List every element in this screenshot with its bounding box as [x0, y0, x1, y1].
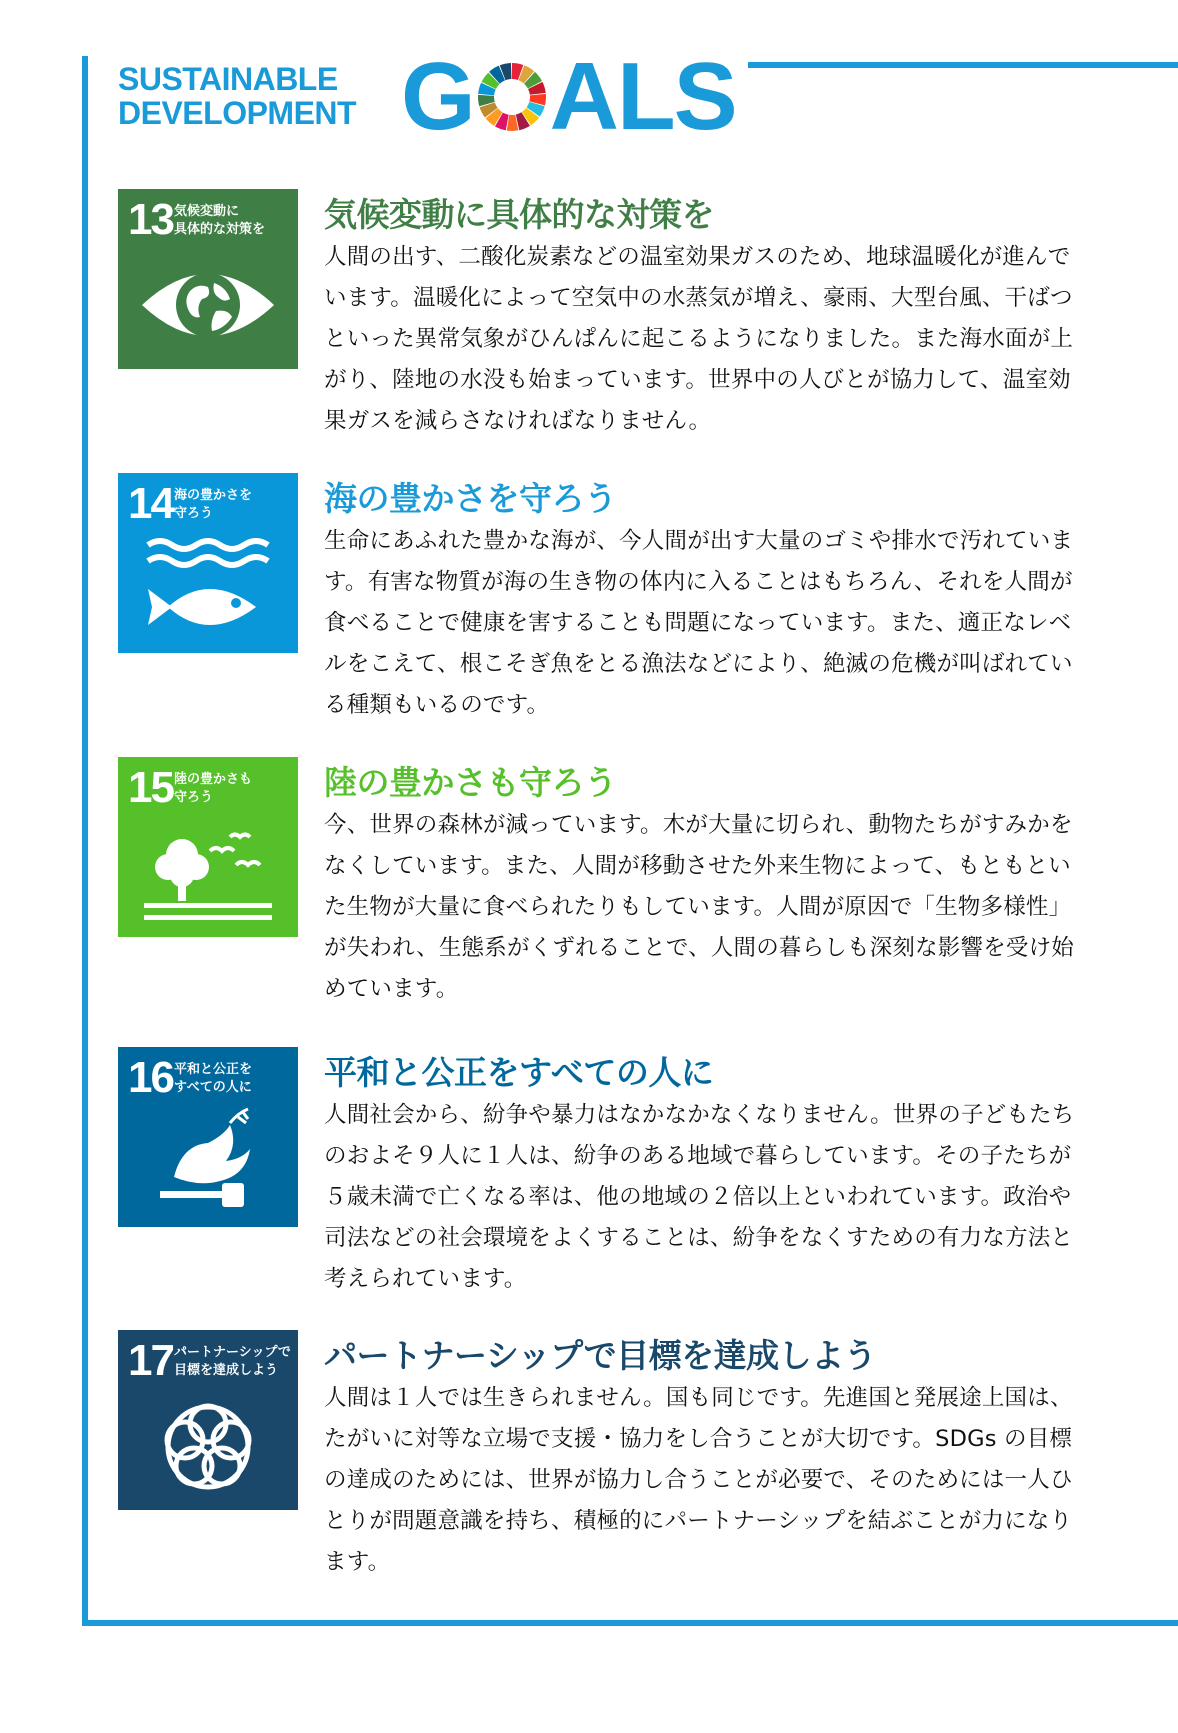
- goal-15-icon-tile: [118, 757, 298, 937]
- goal-14-icon-tile: [118, 473, 298, 653]
- goal-13-text: [324, 189, 1076, 442]
- goal-14-text: [324, 473, 1076, 726]
- goal-title: パートナーシップで目標を達成しよう: [324, 1336, 877, 1375]
- goal-number: 14: [128, 479, 173, 528]
- frame-top-border: [748, 62, 1178, 68]
- logo-goals: [401, 43, 736, 150]
- goal-number: 15: [128, 763, 173, 812]
- goal-number: 16: [128, 1053, 173, 1102]
- goal-title: 海の豊かさを守ろう: [324, 479, 617, 518]
- goal-icon-label: パートナーシップで 目標を達成しよう: [174, 1345, 291, 1378]
- goal-body: 人間社会から、紛争や暴力はなかなかなくなりません。世界の子どもたちのおよそ９人に１人は、紛争のある地域で暮らしています。その子たちが５歳未満で亡くなる率は、他の地域の２倍以上といわれています。政治や司法などの社会環境をよくすることは、紛争をなくすための有力な方法と考えられています。: [324, 1102, 1075, 1292]
- logo-line2: DEVELOPMENT: [118, 95, 357, 131]
- frame-left-border: [82, 56, 88, 1626]
- logo-g: G: [401, 43, 474, 150]
- eye-globe-icon: [138, 247, 278, 357]
- goal-body: 生命にあふれた豊かな海が、今人間が出す大量のゴミや排水で汚れています。有害な物質が海の生き物の体内に入ることはもちろん、それを人間が食べることで健康を害することも問題になっています。また、適正なレベルをこえて、根こそぎ魚をとる漁法などにより、絶滅の危機が叫ばれている種類もいるのです。: [324, 528, 1074, 718]
- goal-15-text: [324, 757, 1076, 1010]
- goal-title: 平和と公正をすべての人に: [324, 1053, 714, 1092]
- tree-birds-icon: [138, 815, 278, 925]
- sdg-wheel-icon: [476, 61, 548, 133]
- goal-number: 13: [128, 195, 173, 244]
- goal-number: 17: [128, 1336, 173, 1385]
- dove-gavel-icon: [138, 1105, 278, 1215]
- logo-als: ALS: [549, 43, 736, 150]
- goal-13-icon-tile: [118, 189, 298, 369]
- goal-title: 気候変動に具体的な対策を: [324, 195, 714, 234]
- logo-small-text: [118, 62, 356, 130]
- goal-icon-label: 海の豊かさを 守ろう: [174, 488, 253, 521]
- goal-body: 人間は１人では生きられません。国も同じです。先進国と発展途上国は、たがいに対等な立場で支援・協力をし合うことが大切です。SDGs の目標の達成のためには、世界が協力し合うことが必要で、そのためには一人ひとりが問題意識を持ち、積極的にパートナーシップを結ぶことが力になります。: [324, 1385, 1073, 1575]
- goal-body: 今、世界の森林が減っています。木が大量に切られ、動物たちがすみかをなくしています。また、人間が移動させた外来生物によって、もともといた生物が大量に食べられたりもしています。人間が原因で「生物多様性」が失われ、生態系がくずれることで、人間の暮らしも深刻な影響を受け始めています。: [324, 812, 1075, 1002]
- goal-icon-label: 気候変動に 具体的な対策を: [174, 204, 266, 237]
- goal-icon-label: 陸の豊かさも 守ろう: [174, 772, 253, 805]
- goal-title: 陸の豊かさも守ろう: [324, 763, 617, 802]
- goal-icon-label: 平和と公正を すべての人に: [174, 1062, 253, 1095]
- frame-bottom-border: [82, 1620, 1178, 1626]
- goal-16-text: [324, 1047, 1076, 1300]
- goal-body: 人間の出す、二酸化炭素などの温室効果ガスのため、地球温暖化が進んでいます。温暖化によって空気中の水蒸気が増え、豪雨、大型台風、干ばつといった異常気象がひんぱんに起こるようになりました。また海水面が上がり、陸地の水没も始まっています。世界中の人びとが協力して、温室効果ガスを減らさなければなりません。: [324, 244, 1074, 434]
- goal-17-text: [324, 1330, 1076, 1583]
- goal-16-icon-tile: [118, 1047, 298, 1227]
- fish-waves-icon: [138, 531, 278, 641]
- rings-icon: [138, 1388, 278, 1498]
- logo-line1: SUSTAINABLE: [118, 61, 338, 97]
- goal-17-icon-tile: [118, 1330, 298, 1510]
